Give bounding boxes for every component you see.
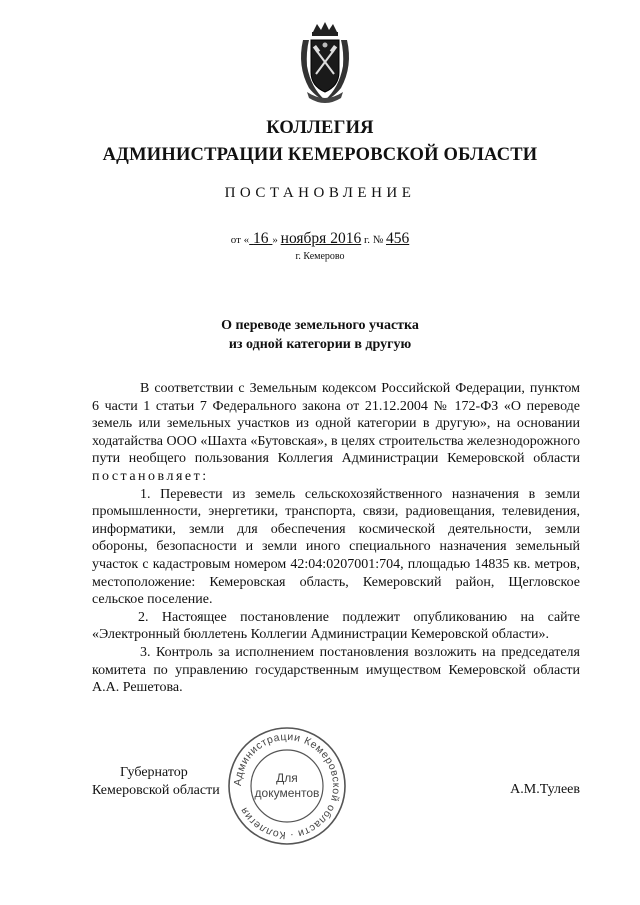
document-number: 456 [385,230,410,247]
document-subject [0,316,640,354]
document-body [92,380,580,697]
stamp-center-line2: документов [254,786,320,800]
date-day: 16 [253,230,269,247]
signatory-title-line1: Губернатор [120,765,188,780]
signatory-name: А.М.Тулеев [510,782,580,797]
city: г. Кемерово [295,251,345,262]
document-type: ПОСТАНОВЛЕНИЕ [224,185,416,201]
stamp-ring-text: Администрации Кемеровской области · Коллегия [231,730,343,842]
date-year-suffix: г. [363,234,370,246]
decree-word: постановляет: [92,468,209,484]
org-name-line2: АДМИНИСТРАЦИИ КЕМЕРОВСКОЙ ОБЛАСТИ [102,145,538,165]
date-line [0,230,640,248]
signatory-title-line2: Кемеровской области [92,783,220,798]
intro-paragraph [92,380,580,486]
stamp-center-line1: Для [276,771,298,785]
subject-line1: О переводе земельного участка [221,318,419,333]
item-2-paragraph: 2. Настоящее постановление подлежит опубликованию на сайте «Электронный бюллетень Коллегии Администрации Кемеровской области». [92,609,580,643]
item-3-paragraph: 3. Контроль за исполнением постановления возложить на председателя комитета по управлению государственным имуществом Кемеровской области А.А. Решетова. [92,644,580,696]
number-label: № [372,234,384,246]
official-stamp-icon [225,724,349,848]
org-name-line1: КОЛЛЕГИЯ [266,118,374,138]
date-prefix: от « [230,234,250,246]
coat-of-arms-icon [297,22,353,104]
subject-line2: из одной категории в другую [228,337,412,352]
intro-text: В соответствии с Земельным кодексом Российской Федерации, пунктом 6 части 1 статьи 7 Федерального закона от 21.12.2004 № 172-ФЗ «О переводе земель или земельных участков из одной категории в другую», на основании ходатайства ООО «Шахта «Бутовская», в целях строительства железнодорожного пути необщего пользования Коллегия Администрации Кемеровской области [92,381,580,467]
date-close-quote: » [272,234,278,246]
date-month-year: ноября 2016 [280,230,362,247]
item-1-paragraph: 1. Перевести из земель сельскохозяйственного назначения в земли промышленности, энергетики, транспорта, связи, радиовещания, телевидения, информатики, земли для обеспечения космической деятельности, земли обороны, безопасности и земли иного специального назначения земельный участок с кадастровым номером 42:04:0207001:704, площадью 14835 кв. метров, местоположение: Кемеровская область, Кемеровский район, Щегловское сельское поселение. [92,486,580,608]
